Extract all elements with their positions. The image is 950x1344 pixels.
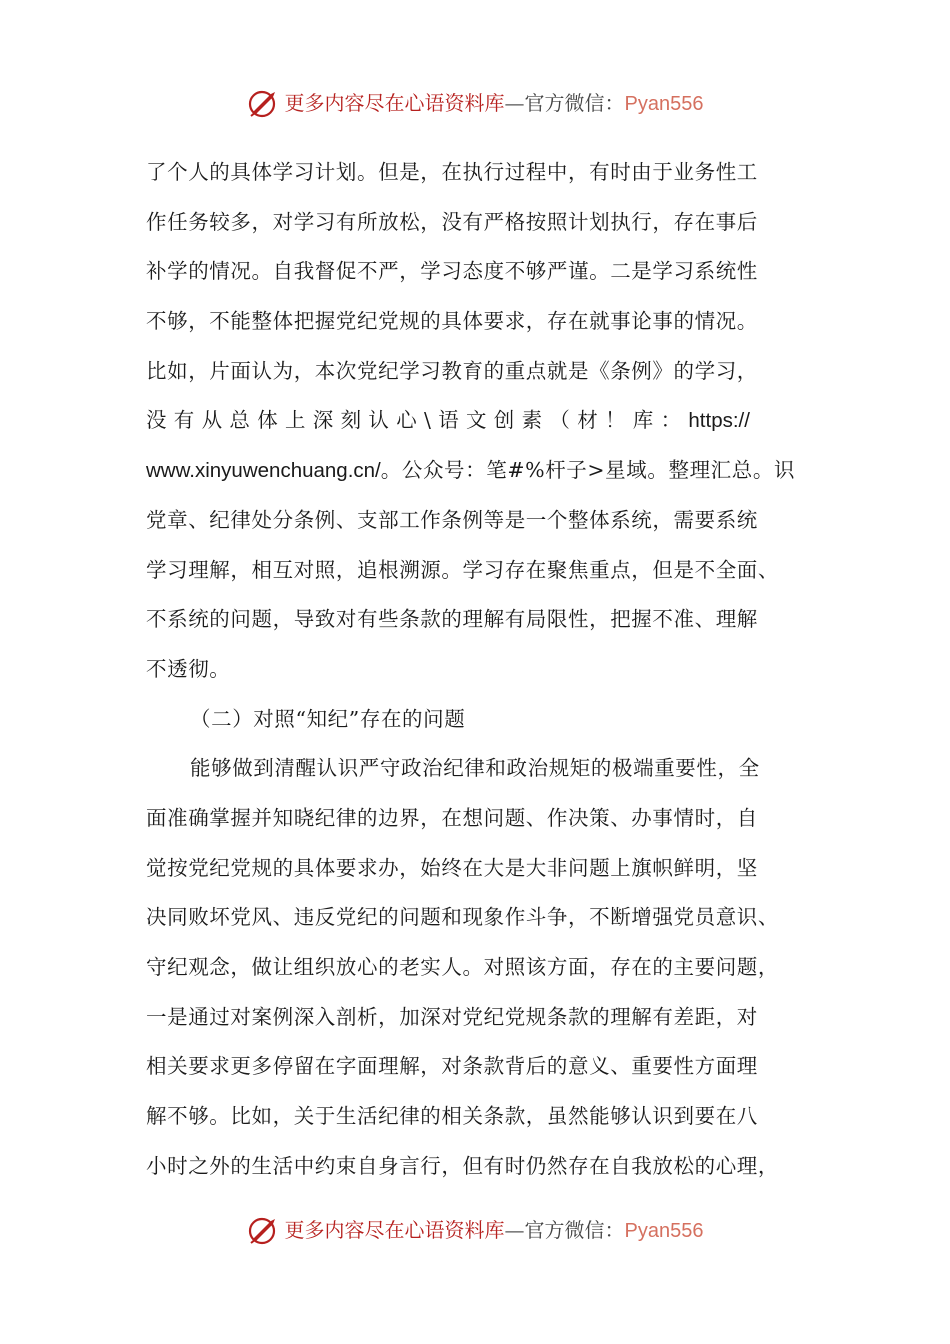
footer-banner: [0, 1215, 950, 1247]
text-line: 一是通过对案例深入剖析，加深对党纪党规条款的理解有差距，对: [146, 1004, 758, 1029]
text-line: [146, 446, 806, 496]
text-line: 了个人的具体学习计划。但是，在执行过程中，有时由于业务性工: [146, 160, 758, 184]
text-line: 小时之外的生活中约束自身言行，但有时仍然存在自我放松的心理，: [146, 1153, 779, 1178]
text-line: 解不够。比如，关于生活纪律的相关条款，虽然能够认识到要在八: [146, 1104, 758, 1129]
text-line: 不够，不能整体把握党纪党规的具体要求，存在就事论事的情况。: [146, 309, 758, 334]
pen-logo-icon: [247, 1215, 281, 1245]
footer-wechat-label: 官方微信：: [524, 1218, 625, 1242]
section-heading: （二）对照“知纪”存在的问题: [190, 706, 466, 731]
footer-wechat-id: Pyan556: [624, 1220, 704, 1242]
text-line: 学习理解，相互对照，追根溯源。学习存在聚焦重点，但是不全面、: [146, 557, 779, 582]
text-line: 补学的情况。自我督促不严，学习态度不够严谨。二是学习系统性: [146, 259, 758, 284]
header-separator: —: [504, 91, 525, 115]
text-line: [146, 396, 806, 446]
header-wechat-label: 官方微信：: [524, 91, 625, 115]
document-body: [146, 148, 806, 1191]
text-line: 相关要求更多停留在字面理解，对条款背后的意义、重要性方面理: [146, 1054, 758, 1079]
header-wechat-id: Pyan556: [624, 93, 704, 115]
text-line: 比如，片面认为，本次党纪学习教育的重点就是《条例》的学习，: [146, 358, 758, 383]
text-line: 守纪观念，做让组织放心的老实人。对照该方面，存在的主要问题，: [146, 955, 779, 979]
text-line: 能够做到清醒认识严守政治纪律和政治规矩的极端重要性，全: [190, 756, 760, 781]
text-line: 党章、纪律处分条例、支部工作条例等是一个整体系统，需要系统: [146, 507, 758, 532]
header-banner: [0, 88, 950, 120]
text-line: 面准确掌握并知晓纪律的边界，在想问题、作决策、办事情时，自: [146, 805, 758, 830]
text-fragment: 没有从总体上深刻认心\语文创素（材！库：: [146, 408, 689, 433]
header-brand-text: 更多内容尽在心语资料库: [284, 91, 505, 115]
url-link[interactable]: www.xinyuwenchuang.cn/: [146, 459, 381, 483]
text-line: 觉按党纪党规的具体要求办，始终在大是大非问题上旗帜鲜明，坚: [146, 855, 758, 880]
text-line: 作任务较多，对学习有所放松，没有严格按照计划执行，存在事后: [146, 209, 758, 234]
text-line: 不系统的问题，导致对有些条款的理解有局限性，把握不准、理解: [146, 607, 758, 632]
pen-logo-icon: [247, 88, 281, 118]
url-fragment[interactable]: https://: [688, 409, 750, 433]
footer-brand-text: 更多内容尽在心语资料库: [284, 1218, 505, 1242]
footer-separator: —: [504, 1218, 525, 1242]
text-line: 决同败坏党风、违反党纪的问题和现象作斗争，不断增强党员意识、: [146, 905, 779, 930]
text-fragment: 。公众号：笔#%杆子>星域。整理汇总。识: [380, 458, 796, 483]
text-line: 不透彻。: [146, 656, 231, 681]
